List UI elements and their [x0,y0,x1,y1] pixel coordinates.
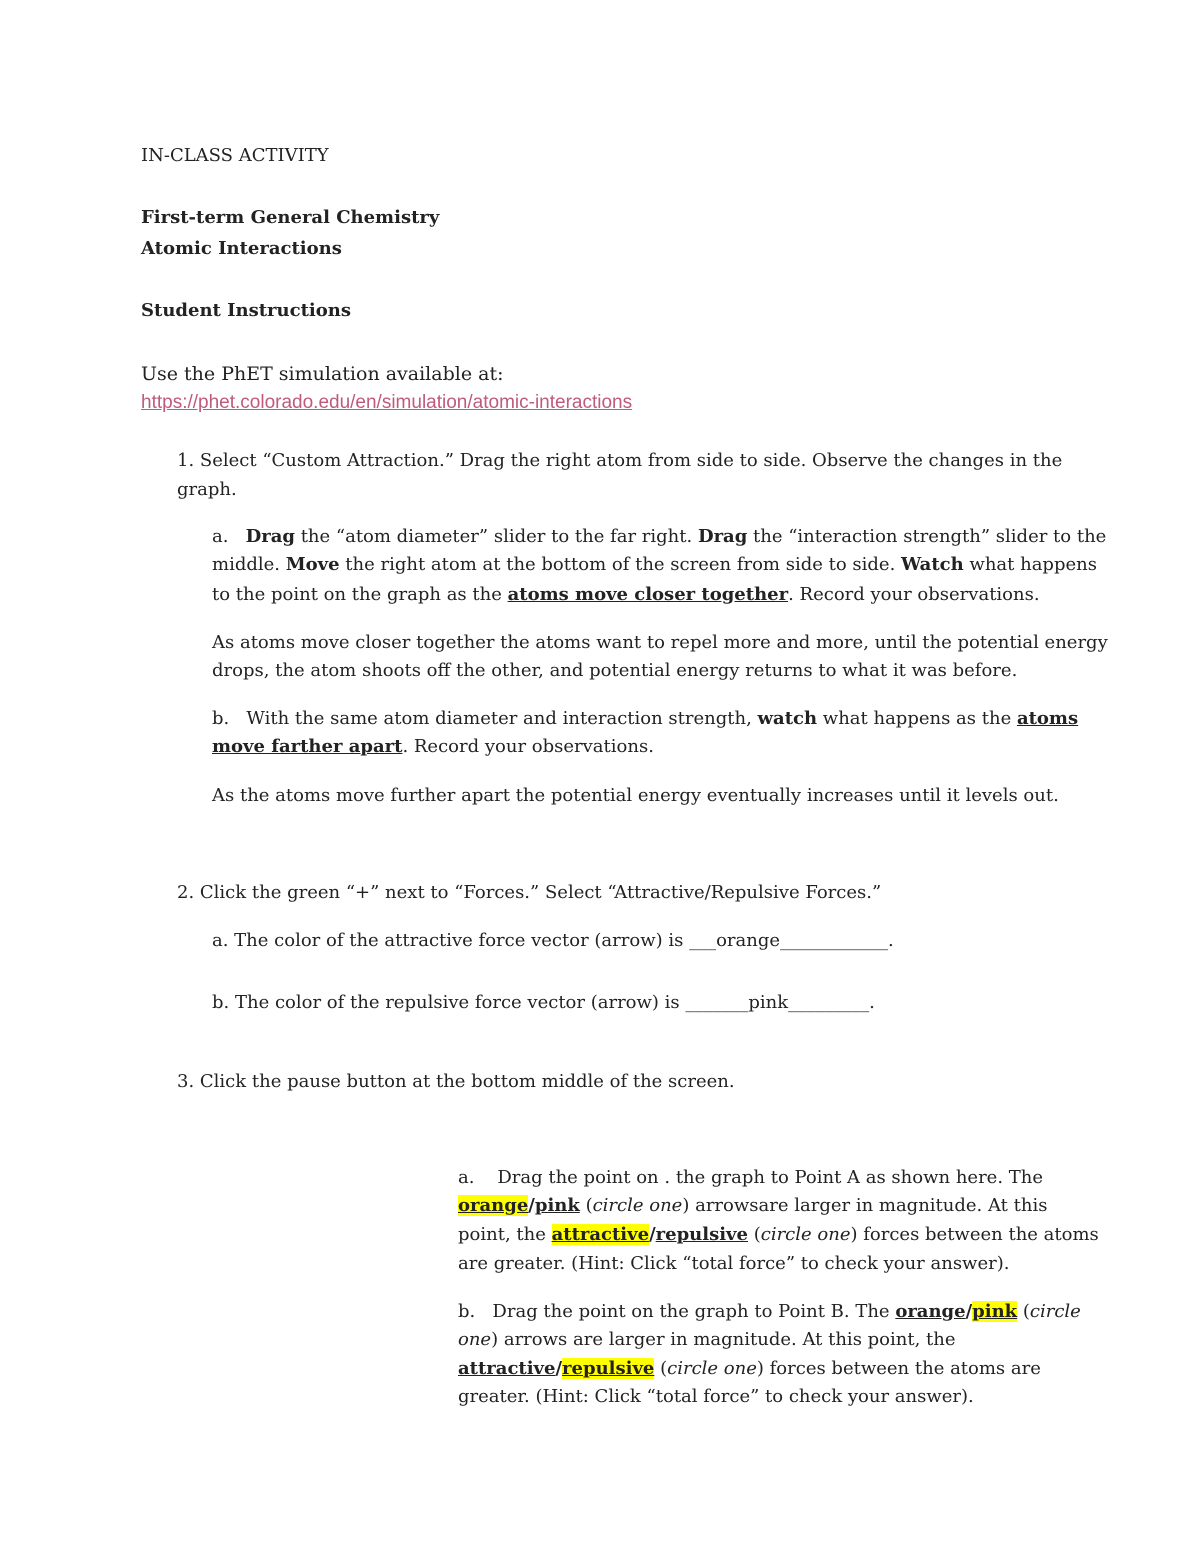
q2a-end: . [888,930,894,951]
q1a-text4: the right atom at the bottom of the screen from side to side. [339,554,902,575]
topic-title: Atomic Interactions [141,238,342,259]
q3a-circle-one-1: circle one [592,1195,683,1216]
q3a-line3 [458,1221,1099,1249]
q3b-attractive-option[interactable]: attractive [458,1358,556,1379]
q3b-text2: ( [1017,1301,1030,1322]
q3a-line2 [458,1192,1047,1220]
q2b-blank-before: _______ [685,992,749,1013]
q3b-line3 [458,1355,1041,1383]
q1a-marker: a. [212,526,229,547]
q3b-line4: greater. (Hint: Click “total force” to check your answer). [458,1386,974,1407]
q2b-blank-after: _________ [788,992,870,1013]
phet-link-line [141,389,632,417]
q3b-line1 [458,1298,1081,1326]
q1b-marker: b. [212,708,230,729]
q3b-circle-word: circle [1029,1301,1081,1322]
activity-title: IN-CLASS ACTIVITY [141,145,329,166]
q3a-slash-1: / [528,1195,535,1216]
q2b-answer: pink [748,992,789,1013]
q1a-drag-word-2: Drag [697,526,748,547]
q3b-line2 [458,1326,956,1354]
q3b-orange-option[interactable]: orange [895,1301,966,1322]
q3a-line4: are greater. (Hint: Click “total force” to check your answer). [458,1253,1010,1274]
q2b-end: . [869,992,875,1013]
q1a-line1 [212,523,1106,551]
q1b-text2: what happens as the [817,708,1017,729]
q2b-line [212,989,875,1017]
q3a-pink-option[interactable]: pink [534,1195,580,1216]
q2a-line [212,927,894,955]
q2a-blank-before: ___ [689,930,717,951]
q1a-drag-word: Drag [245,526,295,547]
q1b-emphasis-1: atoms [1016,708,1079,729]
q1a-text6: to the point on the graph as the [212,584,508,605]
q3a-line1 [458,1164,1043,1192]
q1a-text5: what happens [963,554,1097,575]
q3-instruction: 3. Click the pause button at the bottom middle of the screen. [177,1071,735,1092]
q2a-answer: orange [716,930,781,951]
phet-link[interactable]: https://phet.colorado.edu/en/simulation/atomic-interactions [141,392,633,413]
q1b-text1: With the same atom diameter and interaction strength, [246,708,758,729]
q3b-repulsive-option[interactable]: repulsive [562,1358,655,1379]
q3a-text4: point, the [458,1224,552,1245]
q1a-text3: middle. [212,554,286,575]
q1a-text1: the “atom diameter” slider to the far right. [294,526,698,547]
q1b-watch-word: watch [757,708,818,729]
q1a-answer-line2: drops, the atom shoots off the other, and potential energy returns to what it was before. [212,660,1018,681]
q1b-line2 [212,733,654,761]
q1a-text7: . Record your observations. [788,584,1040,605]
q2a-blank-after: ____________ [780,930,889,951]
q3b-pink-option[interactable]: pink [972,1301,1018,1322]
q1a-line2 [212,551,1097,579]
q2a-prefix: a. The color of the attractive force vector (arrow) is [212,930,690,951]
course-title: First-term General Chemistry [141,207,440,228]
q3a-text1: Drag the point on . the graph to Point A as shown here. The [497,1167,1044,1188]
q3b-text5: ) forces between the atoms are [756,1358,1041,1379]
q1b-text3: . Record your observations. [402,736,654,757]
q1a-answer-line1: As atoms move closer together the atoms want to repel more and more, until the potential energy [212,632,1108,653]
q3a-text3: ) arrowsare larger in magnitude. At this [682,1195,1048,1216]
q2-instruction: 2. Click the green “+” next to “Forces.” Select “Attractive/Repulsive Forces.” [177,882,882,903]
q3b-slash-1: / [965,1301,973,1322]
q1a-emphasis: atoms move closer together [507,584,789,605]
q3a-repulsive-option[interactable]: repulsive [655,1224,748,1245]
q3a-text5: ( [747,1224,761,1245]
q1-instruction-line2: graph. [177,479,237,500]
q3b-circle-one-2: circle one [667,1358,757,1379]
q1a-line3 [212,581,1040,609]
q3b-slash-2: / [555,1358,563,1379]
q3b-text1: Drag the point on the graph to Point B. The [492,1301,896,1322]
q3b-text4: ( [654,1358,668,1379]
q1b-line1 [212,705,1078,733]
q1a-text2: the “interaction strength” slider to the [747,526,1107,547]
q3a-slash-2: / [649,1224,656,1245]
q3b-one-word: one [458,1329,492,1350]
q1b-answer: As the atoms move further apart the potential energy eventually increases until it levels out. [212,785,1059,806]
q1a-move-word: Move [285,554,340,575]
section-heading: Student Instructions [141,300,351,321]
q3a-text2: ( [579,1195,593,1216]
q3a-orange-option[interactable]: orange [458,1195,529,1216]
q1b-emphasis-2: move farther apart [212,736,403,757]
q2b-prefix: b. The color of the repulsive force vector (arrow) is [212,992,686,1013]
intro-text: Use the PhET simulation available at: [141,363,504,385]
q3b-text3: ) arrows are larger in magnitude. At this point, the [491,1329,956,1350]
q3a-circle-one-2: circle one [760,1224,851,1245]
q1a-watch-word: Watch [901,554,964,575]
q1-instruction-line1: 1. Select “Custom Attraction.” Drag the right atom from side to side. Observe the changes in the [177,450,1063,471]
q3a-attractive-option[interactable]: attractive [551,1224,650,1245]
q3a-marker: a. [458,1167,475,1188]
q3a-text6: ) forces between the atoms [850,1224,1099,1245]
q3b-marker: b. [458,1301,476,1322]
